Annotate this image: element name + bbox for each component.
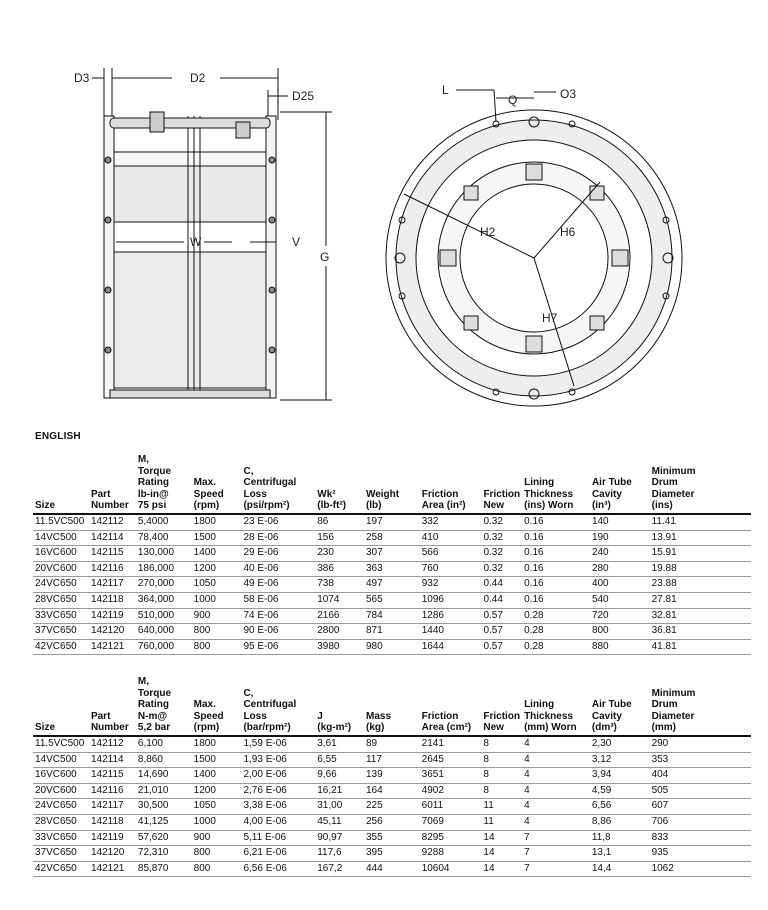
table-cell: 364,000 xyxy=(136,592,192,608)
label-O3: O3 xyxy=(560,87,577,101)
table-cell: 130,000 xyxy=(136,546,192,562)
table-cell: 900 xyxy=(192,830,242,846)
table-cell: 0.57 xyxy=(481,624,522,640)
metric-col-header: Size xyxy=(33,676,89,736)
table-cell: 167,2 xyxy=(315,861,364,877)
table-cell: 95 E-06 xyxy=(241,639,315,655)
table-cell: 7069 xyxy=(420,814,482,830)
table-row xyxy=(33,752,751,768)
table-cell: 353 xyxy=(650,752,751,768)
table-cell: 565 xyxy=(364,592,420,608)
table-cell: 14VC500 xyxy=(33,530,89,546)
english-col-header: Size xyxy=(33,454,89,514)
table-cell: 0.28 xyxy=(522,608,590,624)
table-cell: 230 xyxy=(315,546,364,562)
table-cell: 0.28 xyxy=(522,624,590,640)
table-cell: 1,93 E-06 xyxy=(241,752,315,768)
table-cell: 13,1 xyxy=(590,846,650,862)
english-spec-table xyxy=(33,454,751,655)
table-cell: 20VC600 xyxy=(33,783,89,799)
table-cell: 1096 xyxy=(420,592,482,608)
table-cell: 935 xyxy=(650,846,751,862)
metric-col-header: M, Torque Rating N-m@ 5,2 bar xyxy=(136,676,192,736)
label-D2: D2 xyxy=(190,71,206,85)
metric-spec-table xyxy=(33,676,751,877)
table-cell: 400 xyxy=(590,577,650,593)
table-cell: 0.57 xyxy=(481,639,522,655)
table-cell: 607 xyxy=(650,799,751,815)
table-cell: 1200 xyxy=(192,561,242,577)
table-cell: 0.57 xyxy=(481,608,522,624)
table-cell: 10604 xyxy=(420,861,482,877)
table-cell: 7 xyxy=(522,846,590,862)
table-cell: 1286 xyxy=(420,608,482,624)
table-cell: 4 xyxy=(522,814,590,830)
metric-col-header: Friction Area (cm²) xyxy=(420,676,482,736)
table-cell: 932 xyxy=(420,577,482,593)
table-cell: 8 xyxy=(481,783,522,799)
table-cell: 40 E-06 xyxy=(241,561,315,577)
table-cell: 42VC650 xyxy=(33,639,89,655)
front-view-drawing xyxy=(384,74,684,418)
table-row xyxy=(33,814,751,830)
table-cell: 164 xyxy=(364,783,420,799)
table-cell: 11 xyxy=(481,814,522,830)
table-cell: 444 xyxy=(364,861,420,877)
table-cell: 256 xyxy=(364,814,420,830)
table-cell: 3,94 xyxy=(590,768,650,784)
table-cell: 11.5VC500 xyxy=(33,736,89,752)
table-cell: 980 xyxy=(364,639,420,655)
table-cell: 0.44 xyxy=(481,577,522,593)
english-col-header: Wk² (lb-ft²) xyxy=(315,454,364,514)
english-col-header: Friction New xyxy=(481,454,522,514)
table-cell: 142115 xyxy=(89,768,136,784)
label-W: W xyxy=(190,235,202,249)
table-cell: 1074 xyxy=(315,592,364,608)
metric-col-header: Minimum Drum Diameter (mm) xyxy=(650,676,751,736)
table-cell: 14 xyxy=(481,861,522,877)
table-row xyxy=(33,592,751,608)
table-cell: 74 E-06 xyxy=(241,608,315,624)
table-cell: 540 xyxy=(590,592,650,608)
table-cell: 6,21 E-06 xyxy=(241,846,315,862)
table-cell: 8 xyxy=(481,768,522,784)
table-cell: 14,690 xyxy=(136,768,192,784)
table-cell: 307 xyxy=(364,546,420,562)
english-col-header: C, Centrifugal Loss (psi/rpm²) xyxy=(241,454,315,514)
table-cell: 410 xyxy=(420,530,482,546)
table-cell: 0.16 xyxy=(522,514,590,530)
table-cell: 9,66 xyxy=(315,768,364,784)
table-cell: 4 xyxy=(522,783,590,799)
table-cell: 41.81 xyxy=(650,639,751,655)
table-row xyxy=(33,846,751,862)
table-cell: 23.88 xyxy=(650,577,751,593)
english-col-header: Air Tube Cavity (in³) xyxy=(590,454,650,514)
table-cell: 9288 xyxy=(420,846,482,862)
table-cell: 1,59 E-06 xyxy=(241,736,315,752)
table-cell: 30,500 xyxy=(136,799,192,815)
table-cell: 225 xyxy=(364,799,420,815)
table-cell: 355 xyxy=(364,830,420,846)
english-header-row xyxy=(33,454,751,514)
table-cell: 706 xyxy=(650,814,751,830)
table-cell: 90,97 xyxy=(315,830,364,846)
table-cell: 0.28 xyxy=(522,639,590,655)
table-cell: 142117 xyxy=(89,577,136,593)
metric-col-header: J (kg-m²) xyxy=(315,676,364,736)
table-cell: 1500 xyxy=(192,752,242,768)
table-cell: 240 xyxy=(590,546,650,562)
table-cell: 2,30 xyxy=(590,736,650,752)
label-H2: H2 xyxy=(480,225,496,239)
table-cell: 0.16 xyxy=(522,530,590,546)
table-cell: 4902 xyxy=(420,783,482,799)
table-cell: 85,870 xyxy=(136,861,192,877)
table-cell: 139 xyxy=(364,768,420,784)
table-cell: 6011 xyxy=(420,799,482,815)
table-cell: 258 xyxy=(364,530,420,546)
table-cell: 142114 xyxy=(89,530,136,546)
metric-col-header: Mass (kg) xyxy=(364,676,420,736)
table-cell: 1200 xyxy=(192,783,242,799)
table-cell: 0.16 xyxy=(522,592,590,608)
table-cell: 14 xyxy=(481,830,522,846)
table-cell: 7 xyxy=(522,861,590,877)
table-cell: 4,00 E-06 xyxy=(241,814,315,830)
english-col-header: Max. Speed (rpm) xyxy=(192,454,242,514)
table-cell: 86 xyxy=(315,514,364,530)
table-cell: 21,010 xyxy=(136,783,192,799)
table-cell: 19.88 xyxy=(650,561,751,577)
table-cell: 290 xyxy=(650,736,751,752)
table-cell: 37VC650 xyxy=(33,846,89,862)
table-cell: 363 xyxy=(364,561,420,577)
table-cell: 760 xyxy=(420,561,482,577)
table-cell: 28 E-06 xyxy=(241,530,315,546)
table-cell: 784 xyxy=(364,608,420,624)
label-Q: Q xyxy=(508,93,518,107)
table-cell: 0.32 xyxy=(481,530,522,546)
table-cell: 0.32 xyxy=(481,561,522,577)
table-cell: 31,00 xyxy=(315,799,364,815)
table-cell: 800 xyxy=(192,639,242,655)
table-cell: 497 xyxy=(364,577,420,593)
label-D25: D25 xyxy=(292,89,315,103)
table-cell: 78,400 xyxy=(136,530,192,546)
table-cell: 1000 xyxy=(192,592,242,608)
table-cell: 142114 xyxy=(89,752,136,768)
table-row xyxy=(33,783,751,799)
metric-col-header: Lining Thickness (mm) Worn xyxy=(522,676,590,736)
table-cell: 1000 xyxy=(192,814,242,830)
table-cell: 0.32 xyxy=(481,514,522,530)
english-col-header: Part Number xyxy=(89,454,136,514)
label-G: G xyxy=(320,250,330,264)
table-cell: 24VC650 xyxy=(33,577,89,593)
table-cell: 156 xyxy=(315,530,364,546)
table-cell: 0.16 xyxy=(522,577,590,593)
table-cell: 14VC500 xyxy=(33,752,89,768)
table-cell: 27.81 xyxy=(650,592,751,608)
table-cell: 1644 xyxy=(420,639,482,655)
table-cell: 197 xyxy=(364,514,420,530)
side-view-drawing xyxy=(60,60,360,410)
table-row xyxy=(33,799,751,815)
table-cell: 0.16 xyxy=(522,561,590,577)
table-cell: 6,55 xyxy=(315,752,364,768)
table-cell: 3980 xyxy=(315,639,364,655)
metric-col-header: Friction New xyxy=(481,676,522,736)
table-cell: 3,38 E-06 xyxy=(241,799,315,815)
table-cell: 11.5VC500 xyxy=(33,514,89,530)
table-cell: 7 xyxy=(522,830,590,846)
table-cell: 89 xyxy=(364,736,420,752)
metric-col-header: Part Number xyxy=(89,676,136,736)
table-cell: 880 xyxy=(590,639,650,655)
table-cell: 142120 xyxy=(89,846,136,862)
english-col-header: M, Torque Rating lb-in@ 75 psi xyxy=(136,454,192,514)
table-cell: 117,6 xyxy=(315,846,364,862)
table-cell: 900 xyxy=(192,608,242,624)
table-row xyxy=(33,577,751,593)
table-row xyxy=(33,514,751,530)
table-cell: 800 xyxy=(192,861,242,877)
table-cell: 800 xyxy=(590,624,650,640)
table-cell: 4 xyxy=(522,799,590,815)
table-row xyxy=(33,861,751,877)
english-col-header: Friction Area (in²) xyxy=(420,454,482,514)
table-cell: 738 xyxy=(315,577,364,593)
table-cell: 1400 xyxy=(192,768,242,784)
table-cell: 11.41 xyxy=(650,514,751,530)
label-H6: H6 xyxy=(560,225,576,239)
label-H7: H7 xyxy=(542,311,558,325)
table-row xyxy=(33,624,751,640)
table-cell: 90 E-06 xyxy=(241,624,315,640)
table-cell: 142119 xyxy=(89,830,136,846)
table-row xyxy=(33,608,751,624)
metric-col-header: C, Centrifugal Loss (bar/rpm²) xyxy=(241,676,315,736)
english-col-header: Minimum Drum Diameter (ins) xyxy=(650,454,751,514)
table-cell: 2,76 E-06 xyxy=(241,783,315,799)
table-cell: 142112 xyxy=(89,514,136,530)
table-cell: 142112 xyxy=(89,736,136,752)
table-cell: 1440 xyxy=(420,624,482,640)
table-cell: 24VC650 xyxy=(33,799,89,815)
table-cell: 2166 xyxy=(315,608,364,624)
table-cell: 8,86 xyxy=(590,814,650,830)
table-cell: 58 E-06 xyxy=(241,592,315,608)
table-cell: 8295 xyxy=(420,830,482,846)
table-cell: 142120 xyxy=(89,624,136,640)
table-cell: 8,860 xyxy=(136,752,192,768)
table-cell: 1500 xyxy=(192,530,242,546)
table-cell: 386 xyxy=(315,561,364,577)
table-row xyxy=(33,639,751,655)
english-col-header: Weight (lb) xyxy=(364,454,420,514)
table-cell: 14 xyxy=(481,846,522,862)
table-cell: 1400 xyxy=(192,546,242,562)
label-D3: D3 xyxy=(74,71,90,85)
table-cell: 640,000 xyxy=(136,624,192,640)
table-cell: 3651 xyxy=(420,768,482,784)
table-cell: 1800 xyxy=(192,514,242,530)
table-cell: 15.91 xyxy=(650,546,751,562)
table-cell: 0.44 xyxy=(481,592,522,608)
table-row xyxy=(33,768,751,784)
table-row xyxy=(33,736,751,752)
table-cell: 6,56 xyxy=(590,799,650,815)
table-cell: 871 xyxy=(364,624,420,640)
table-cell: 142119 xyxy=(89,608,136,624)
table-cell: 800 xyxy=(192,624,242,640)
table-cell: 1050 xyxy=(192,799,242,815)
table-cell: 14,4 xyxy=(590,861,650,877)
table-cell: 28VC650 xyxy=(33,592,89,608)
table-cell: 3,61 xyxy=(315,736,364,752)
table-cell: 190 xyxy=(590,530,650,546)
table-cell: 32.81 xyxy=(650,608,751,624)
table-cell: 23 E-06 xyxy=(241,514,315,530)
label-V: V xyxy=(292,235,301,249)
table-cell: 142115 xyxy=(89,546,136,562)
table-cell: 800 xyxy=(192,846,242,862)
table-cell: 280 xyxy=(590,561,650,577)
table-cell: 33VC650 xyxy=(33,830,89,846)
english-col-header: Lining Thickness (ins) Worn xyxy=(522,454,590,514)
metric-header-row xyxy=(33,676,751,736)
table-row xyxy=(33,830,751,846)
table-cell: 45,11 xyxy=(315,814,364,830)
table-cell: 29 E-06 xyxy=(241,546,315,562)
table-row xyxy=(33,530,751,546)
table-cell: 8 xyxy=(481,736,522,752)
table-cell: 142117 xyxy=(89,799,136,815)
table-cell: 140 xyxy=(590,514,650,530)
table-cell: 33VC650 xyxy=(33,608,89,624)
table-cell: 0.32 xyxy=(481,546,522,562)
table-cell: 142118 xyxy=(89,814,136,830)
table-cell: 6,100 xyxy=(136,736,192,752)
table-cell: 2645 xyxy=(420,752,482,768)
table-cell: 510,000 xyxy=(136,608,192,624)
table-cell: 4 xyxy=(522,768,590,784)
table-cell: 270,000 xyxy=(136,577,192,593)
table-cell: 16VC600 xyxy=(33,768,89,784)
table-cell: 1800 xyxy=(192,736,242,752)
metric-col-header: Max. Speed (rpm) xyxy=(192,676,242,736)
table-cell: 2800 xyxy=(315,624,364,640)
table-cell: 720 xyxy=(590,608,650,624)
table-row xyxy=(33,561,751,577)
table-cell: 28VC650 xyxy=(33,814,89,830)
table-cell: 37VC650 xyxy=(33,624,89,640)
table-cell: 142118 xyxy=(89,592,136,608)
table-cell: 20VC600 xyxy=(33,561,89,577)
table-cell: 142116 xyxy=(89,561,136,577)
table-cell: 760,000 xyxy=(136,639,192,655)
table-cell: 505 xyxy=(650,783,751,799)
table-cell: 11,8 xyxy=(590,830,650,846)
table-cell: 4 xyxy=(522,736,590,752)
table-cell: 5,11 E-06 xyxy=(241,830,315,846)
table-cell: 833 xyxy=(650,830,751,846)
table-cell: 4 xyxy=(522,752,590,768)
table-cell: 16VC600 xyxy=(33,546,89,562)
table-cell: 142121 xyxy=(89,861,136,877)
table-cell: 0.16 xyxy=(522,546,590,562)
table-cell: 8 xyxy=(481,752,522,768)
table-cell: 42VC650 xyxy=(33,861,89,877)
table-cell: 57,620 xyxy=(136,830,192,846)
table-cell: 332 xyxy=(420,514,482,530)
table-cell: 117 xyxy=(364,752,420,768)
table-cell: 404 xyxy=(650,768,751,784)
table-cell: 41,125 xyxy=(136,814,192,830)
table-cell: 1050 xyxy=(192,577,242,593)
table-cell: 16,21 xyxy=(315,783,364,799)
table-cell: 142116 xyxy=(89,783,136,799)
table-cell: 566 xyxy=(420,546,482,562)
table-cell: 142121 xyxy=(89,639,136,655)
label-L: L xyxy=(442,83,449,97)
table-cell: 36.81 xyxy=(650,624,751,640)
table-cell: 5,4000 xyxy=(136,514,192,530)
table-cell: 395 xyxy=(364,846,420,862)
table-cell: 4,59 xyxy=(590,783,650,799)
english-section-title: ENGLISH xyxy=(35,431,81,442)
table-cell: 49 E-06 xyxy=(241,577,315,593)
table-row xyxy=(33,546,751,562)
table-cell: 72,310 xyxy=(136,846,192,862)
table-cell: 13.91 xyxy=(650,530,751,546)
table-cell: 2141 xyxy=(420,736,482,752)
table-cell: 1062 xyxy=(650,861,751,877)
table-cell: 6,56 E-06 xyxy=(241,861,315,877)
table-cell: 11 xyxy=(481,799,522,815)
table-cell: 186,000 xyxy=(136,561,192,577)
table-cell: 2,00 E-06 xyxy=(241,768,315,784)
metric-col-header: Air Tube Cavity (dm³) xyxy=(590,676,650,736)
table-cell: 3,12 xyxy=(590,752,650,768)
